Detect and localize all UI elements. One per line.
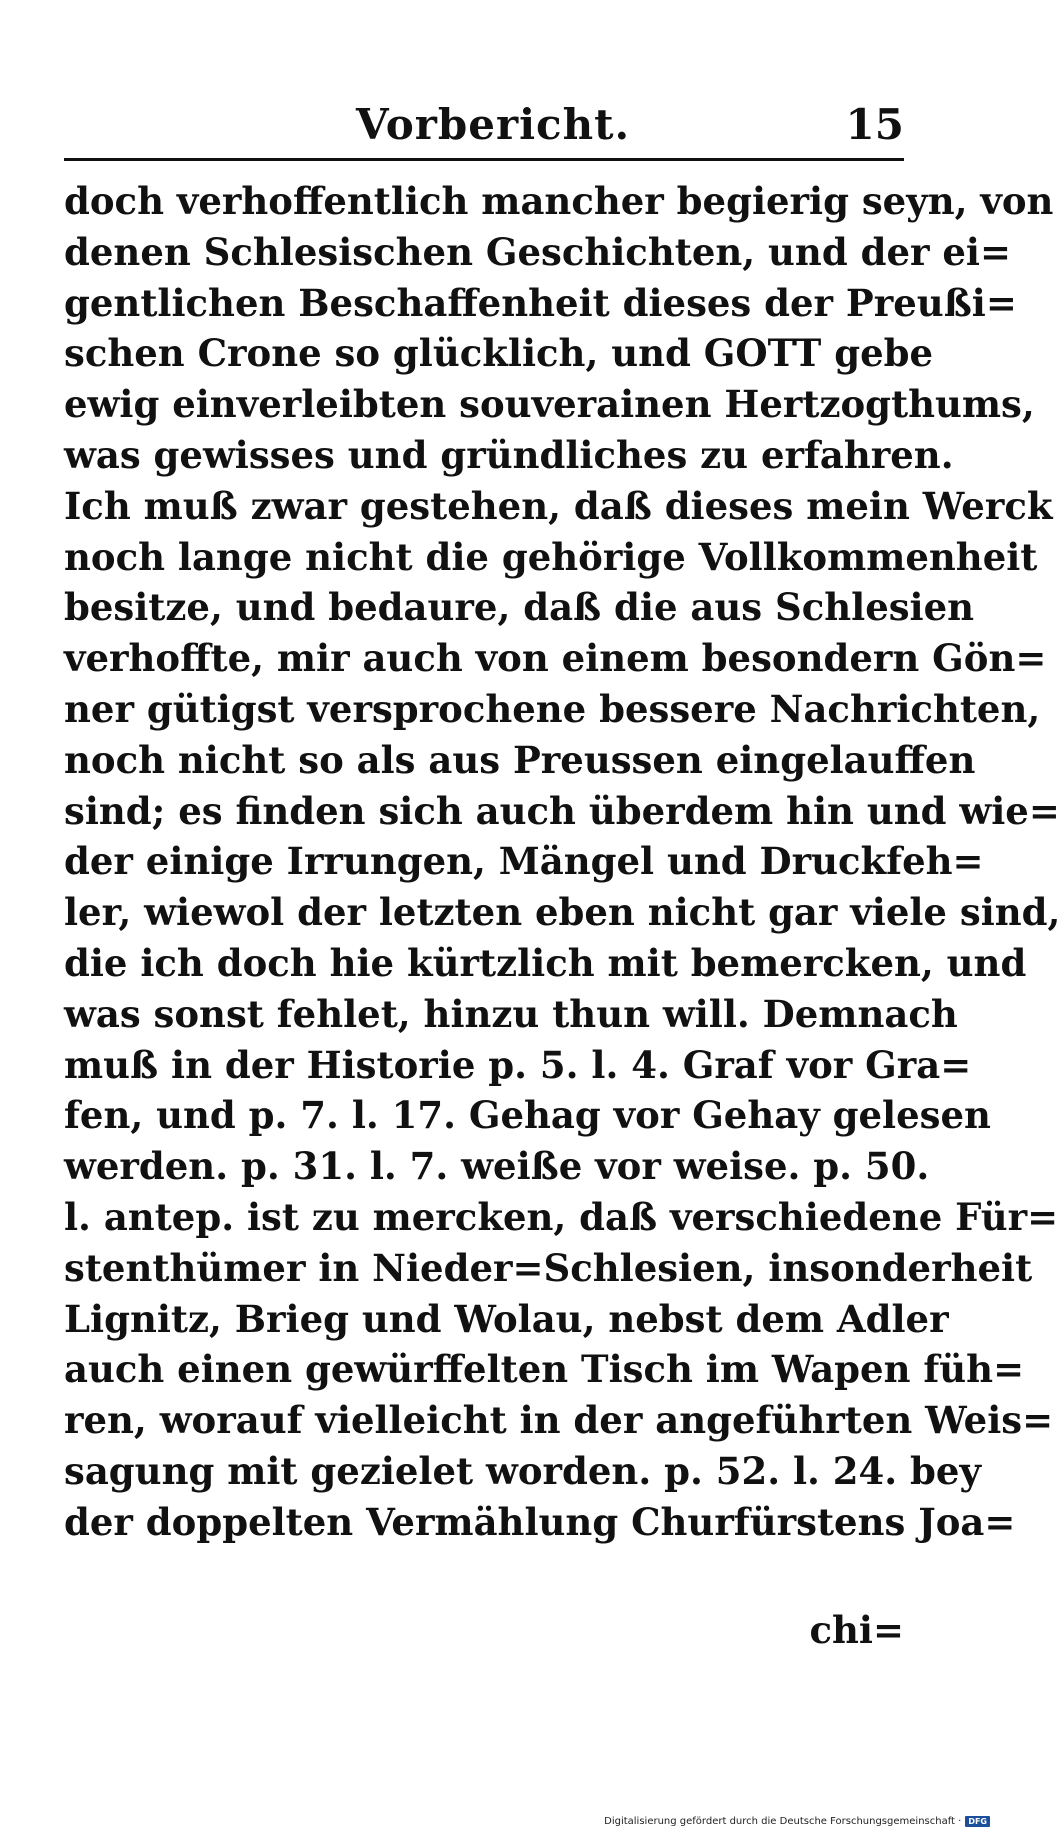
- dfg-logo: DFG: [965, 1816, 990, 1827]
- header-rule: [64, 158, 904, 161]
- credit-text: Digitalisierung gefördert durch die Deutsche Forschungsgemeinschaft ·: [604, 1816, 962, 1827]
- text-line: denen Schlesischen Geschichten, und der ei=: [64, 229, 1011, 274]
- digitization-credit: [604, 1816, 990, 1827]
- text-line: Lignitz, Brieg und Wolau, nebst dem Adler: [64, 1296, 949, 1341]
- text-line: was sonst fehlet, hinzu thun will. Demnach: [64, 991, 958, 1036]
- text-line: besitze, und bedaure, daß die aus Schlesien: [64, 585, 975, 630]
- text-line: gentlichen Beschaffenheit dieses der Preußi=: [64, 280, 1017, 325]
- page-header: [64, 100, 904, 156]
- text-line: fen, und p. 7. l. 17. Gehag vor Gehay gelesen: [64, 1093, 991, 1138]
- text-line: auch einen gewürffelten Tisch im Wapen füh=: [64, 1347, 1025, 1392]
- text-line: der doppelten Vermählung Churfürstens Joa=: [64, 1499, 1016, 1544]
- text-line: l. antep. ist zu mercken, daß verschiedene Für=: [64, 1194, 1059, 1239]
- text-line: Ich muß zwar gestehen, daß dieses mein Werck: [64, 483, 1053, 528]
- catchword: chi=: [809, 1608, 904, 1652]
- text-line: die ich doch hie kürtzlich mit bemercken, und: [64, 940, 1027, 985]
- text-line: ler, wiewol der letzten eben nicht gar viele sind,: [64, 890, 1060, 935]
- text-line: sagung mit gezielet worden. p. 52. l. 24. bey: [64, 1448, 981, 1493]
- text-line: sind; es finden sich auch überdem hin und wie=: [64, 788, 1060, 833]
- text-line: noch nicht so als aus Preussen eingelauffen: [64, 737, 976, 782]
- text-line: noch lange nicht die gehörige Vollkommenheit: [64, 534, 1038, 579]
- text-line: muß in der Historie p. 5. l. 4. Graf vor Gra=: [64, 1042, 972, 1087]
- text-line: ren, worauf vielleicht in der angeführten Weis=: [64, 1398, 1054, 1443]
- body-text: [64, 176, 1060, 1548]
- text-line: was gewisses und gründliches zu erfahren.: [64, 432, 954, 477]
- text-line: ner gütigst versprochene bessere Nachrichten,: [64, 686, 1041, 731]
- text-line: ewig einverleibten souverainen Hertzogthums,: [64, 382, 1035, 427]
- text-line: verhoffte, mir auch von einem besondern Gön=: [64, 636, 1047, 681]
- running-title: Vorbericht.: [356, 100, 631, 149]
- text-line: der einige Irrungen, Mängel und Druckfeh=: [64, 839, 984, 884]
- text-line: werden. p. 31. l. 7. weiße vor weise. p. 50.: [64, 1144, 930, 1189]
- page-number: 15: [845, 100, 904, 149]
- text-line: schen Crone so glücklich, und GOTT gebe: [64, 331, 934, 376]
- text-line: doch verhoffentlich mancher begierig seyn, von: [64, 179, 1054, 223]
- text-line: stenthümer in Nieder=Schlesien, insonderheit: [64, 1245, 1033, 1290]
